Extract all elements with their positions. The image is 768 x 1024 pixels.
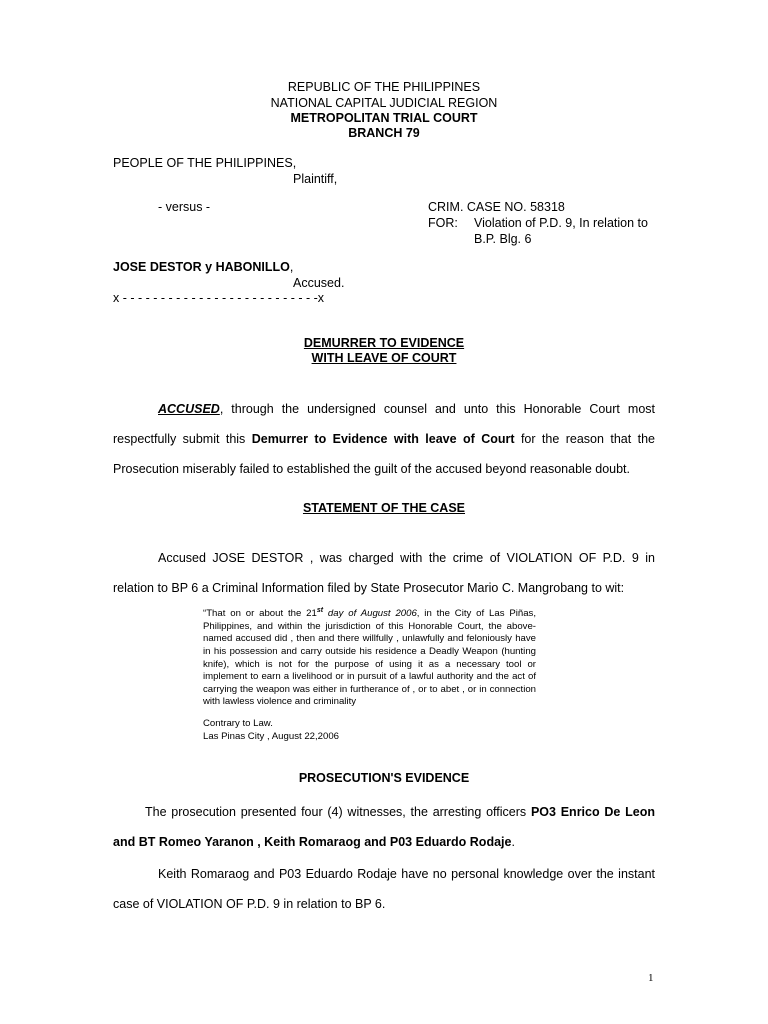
header-court: METROPOLITAN TRIAL COURT (290, 111, 478, 125)
plaintiff-name: PEOPLE OF THE PHILIPPINES, (113, 156, 297, 170)
plaintiff-role: Plaintiff, (293, 172, 338, 186)
quote-part2: , in the City of Las Piñas, Philippines, and within the jurisdiction of this Honorable Court, the above-named accused did , then and there willfully , unlawfully and feloniously have in his possession and carry outside his residence a Deadly Weapon (hunting knife), which is not for the purpose of using it as a necessary tool or implement to earn a livelihood or in pursuit of a lawful authority and the act of carrying the weapon was either in furtherance of , or to abet , or in connection with lawless violence and criminality (203, 608, 536, 708)
prosecution-paragraph-1 (113, 797, 655, 857)
prosecution-paragraph-2: Keith Romaraog and P03 Eduardo Rodaje have no personal knowledge over the instant case of VIOLATION OF P.D. 9 in relation to BP 6. (113, 867, 655, 911)
accused-line (113, 259, 293, 275)
document-title-line2: WITH LEAVE OF COURT (311, 351, 457, 365)
intro-text-1: , through the undersigned counsel and unto this Honorable Court most respectfully submit this (113, 402, 655, 446)
intro-accused: ACCUSED (158, 402, 220, 416)
statement-paragraph: Accused JOSE DESTOR , was charged with the crime of VIOLATION OF P.D. 9 in relation to BP 6 a Criminal Information filed by State Prosecutor Mario C. Mangrobang to wit: (113, 551, 655, 595)
quote-contrary: Contrary to Law. (203, 718, 273, 729)
intro-bold: Demurrer to Evidence with leave of Court (251, 432, 515, 446)
accused-name: JOSE DESTOR y HABONILLO (113, 260, 290, 274)
intro-paragraph (113, 394, 655, 484)
prosecution-heading: PROSECUTION'S EVIDENCE (298, 771, 470, 785)
for-text-line1: Violation of P.D. 9, In relation to (474, 216, 648, 230)
case-number: CRIM. CASE NO. 58318 (428, 200, 565, 214)
information-quote (203, 605, 536, 709)
prosecution-p1-text: The prosecution presented four (4) witnesses, the arresting officers (145, 805, 531, 819)
accused-role: Accused. (293, 276, 345, 290)
quote-italic: day of August 2006 (323, 608, 417, 620)
header-branch: BRANCH 79 (348, 126, 420, 140)
intro-text-2: for the reason that the Prosecution miserably failed to established the guilt of the accused beyond reasonable doubt. (113, 432, 655, 476)
caption-separator: x - - - - - - - - - - - - - - - - - - - - - - - - - -x (113, 291, 325, 305)
for-label: FOR: (428, 216, 458, 230)
accused-comma: , (289, 260, 294, 274)
prosecution-witnesses: PO3 Enrico De Leon and BT Romeo Yaranon , Keith Romaraog and P03 Eduardo Rodaje (113, 805, 655, 849)
page-number: 1 (648, 972, 654, 984)
quote-part1: “That on or about the 21 (203, 608, 317, 620)
quote-place-date: Las Pinas City , August 22,2006 (203, 731, 339, 742)
prosecution-p1-end: . (511, 835, 515, 849)
header-republic: REPUBLIC OF THE PHILIPPINES (287, 80, 481, 94)
for-text-line2: B.P. Blg. 6 (474, 232, 532, 246)
statement-heading: STATEMENT OF THE CASE (302, 501, 466, 515)
versus-label: - versus - (158, 200, 211, 214)
quote-superscript: st (316, 607, 324, 614)
header-region: NATIONAL CAPITAL JUDICIAL REGION (270, 96, 498, 110)
document-title-line1: DEMURRER TO EVIDENCE (303, 336, 465, 350)
